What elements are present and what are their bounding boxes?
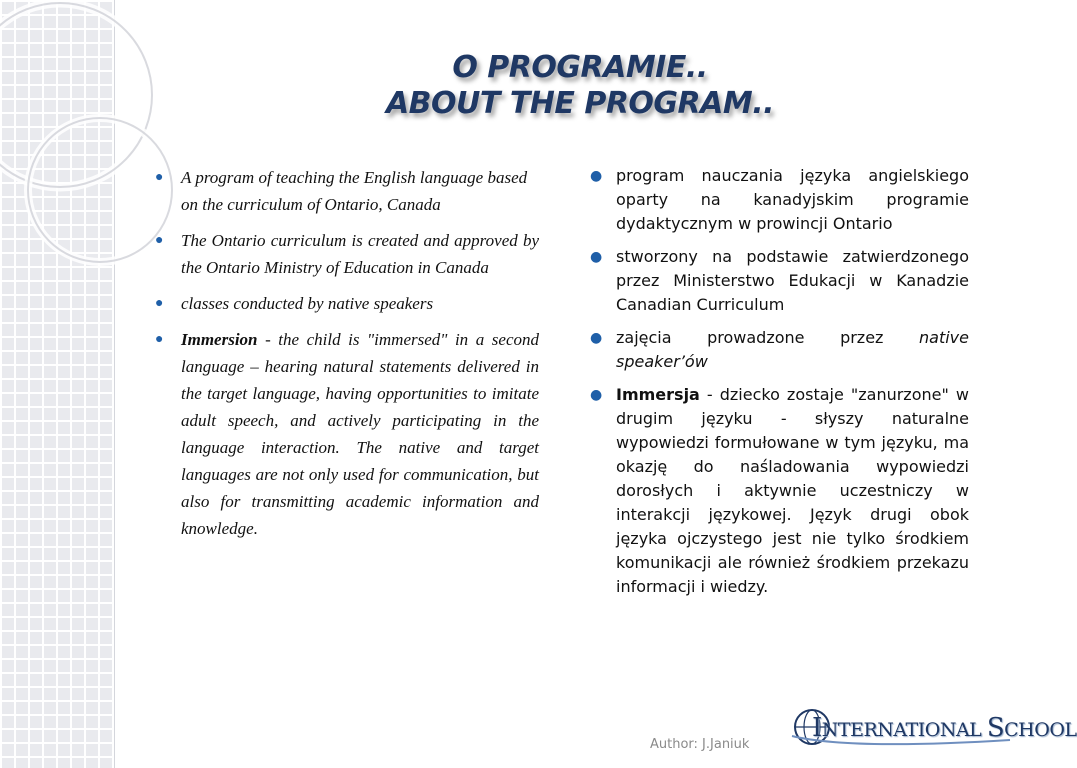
list-item-text: classes conducted by native speakers xyxy=(181,294,434,313)
bullet-dot-icon: ● xyxy=(155,296,164,311)
title-line-1: O PROGRAMIE.. xyxy=(452,50,708,85)
list-item-term: Immersja xyxy=(616,385,700,404)
logo-wordmark: INTERNATIONAL SCHOOL xyxy=(812,713,1077,743)
bullet-dot-icon: ● xyxy=(590,249,603,265)
bullet-dot-icon: ● xyxy=(590,330,603,346)
list-item xyxy=(590,326,969,374)
bullet-dot-icon: ● xyxy=(155,233,164,248)
author-credit: Author: J.Janiuk xyxy=(650,737,750,752)
list-item-text: zajęcia prowadzone przez xyxy=(616,328,920,347)
list-item xyxy=(155,227,539,281)
polish-bullet-list xyxy=(590,164,969,608)
list-item-italic: native speaker’ów xyxy=(616,328,969,371)
list-item xyxy=(590,383,969,599)
bullet-dot-icon: ● xyxy=(590,168,603,184)
list-item xyxy=(155,164,539,218)
list-item xyxy=(590,164,969,236)
list-item-text: program nauczania języka angielskiego oparty na kanadyjskim programie dydaktycznym w prowincji Ontario xyxy=(616,166,969,233)
list-item-text: stworzony na podstawie zatwierdzonego przez Ministerstwo Edukacji w Kanadzie Canadian Curriculum xyxy=(616,247,969,314)
list-item-term: Immersion xyxy=(181,330,258,349)
bullet-dot-icon: ● xyxy=(590,387,603,403)
english-bullet-list xyxy=(155,164,539,551)
list-item-text: A program of teaching the English language based on the curriculum of Ontario, Canada xyxy=(181,168,528,214)
bullet-dot-icon: ● xyxy=(155,332,164,347)
slide-title xyxy=(300,50,860,122)
list-item-text: - the child is "immersed" in a second language – hearing natural statements delivered in the target language, having opportunities to imitate adult speech, and actively participating in the language interaction. The native and target languages are not only used for communication, but also for transmitting academic information and knowledge. xyxy=(181,330,539,538)
list-item-text: - dziecko zostaje "zanurzone" w drugim języku - słyszy naturalne wypowiedzi formułowane w tym języku, ma okazję do naśladowania wypowiedzi dorosłych i aktywnie uczestniczy w interakcji językowej. Język drugi obok języka ojczystego jest nie tylko środkiem komunikacji ale również środkiem przekazu informacji i wiedzy. xyxy=(616,385,969,596)
list-item xyxy=(590,245,969,317)
bullet-dot-icon: ● xyxy=(155,170,164,185)
list-item-text: The Ontario curriculum is created and approved by the Ontario Ministry of Education in Canada xyxy=(181,231,539,277)
title-line-2: ABOUT THE PROGRAM.. xyxy=(385,86,775,121)
list-item xyxy=(155,326,539,542)
list-item xyxy=(155,290,539,317)
